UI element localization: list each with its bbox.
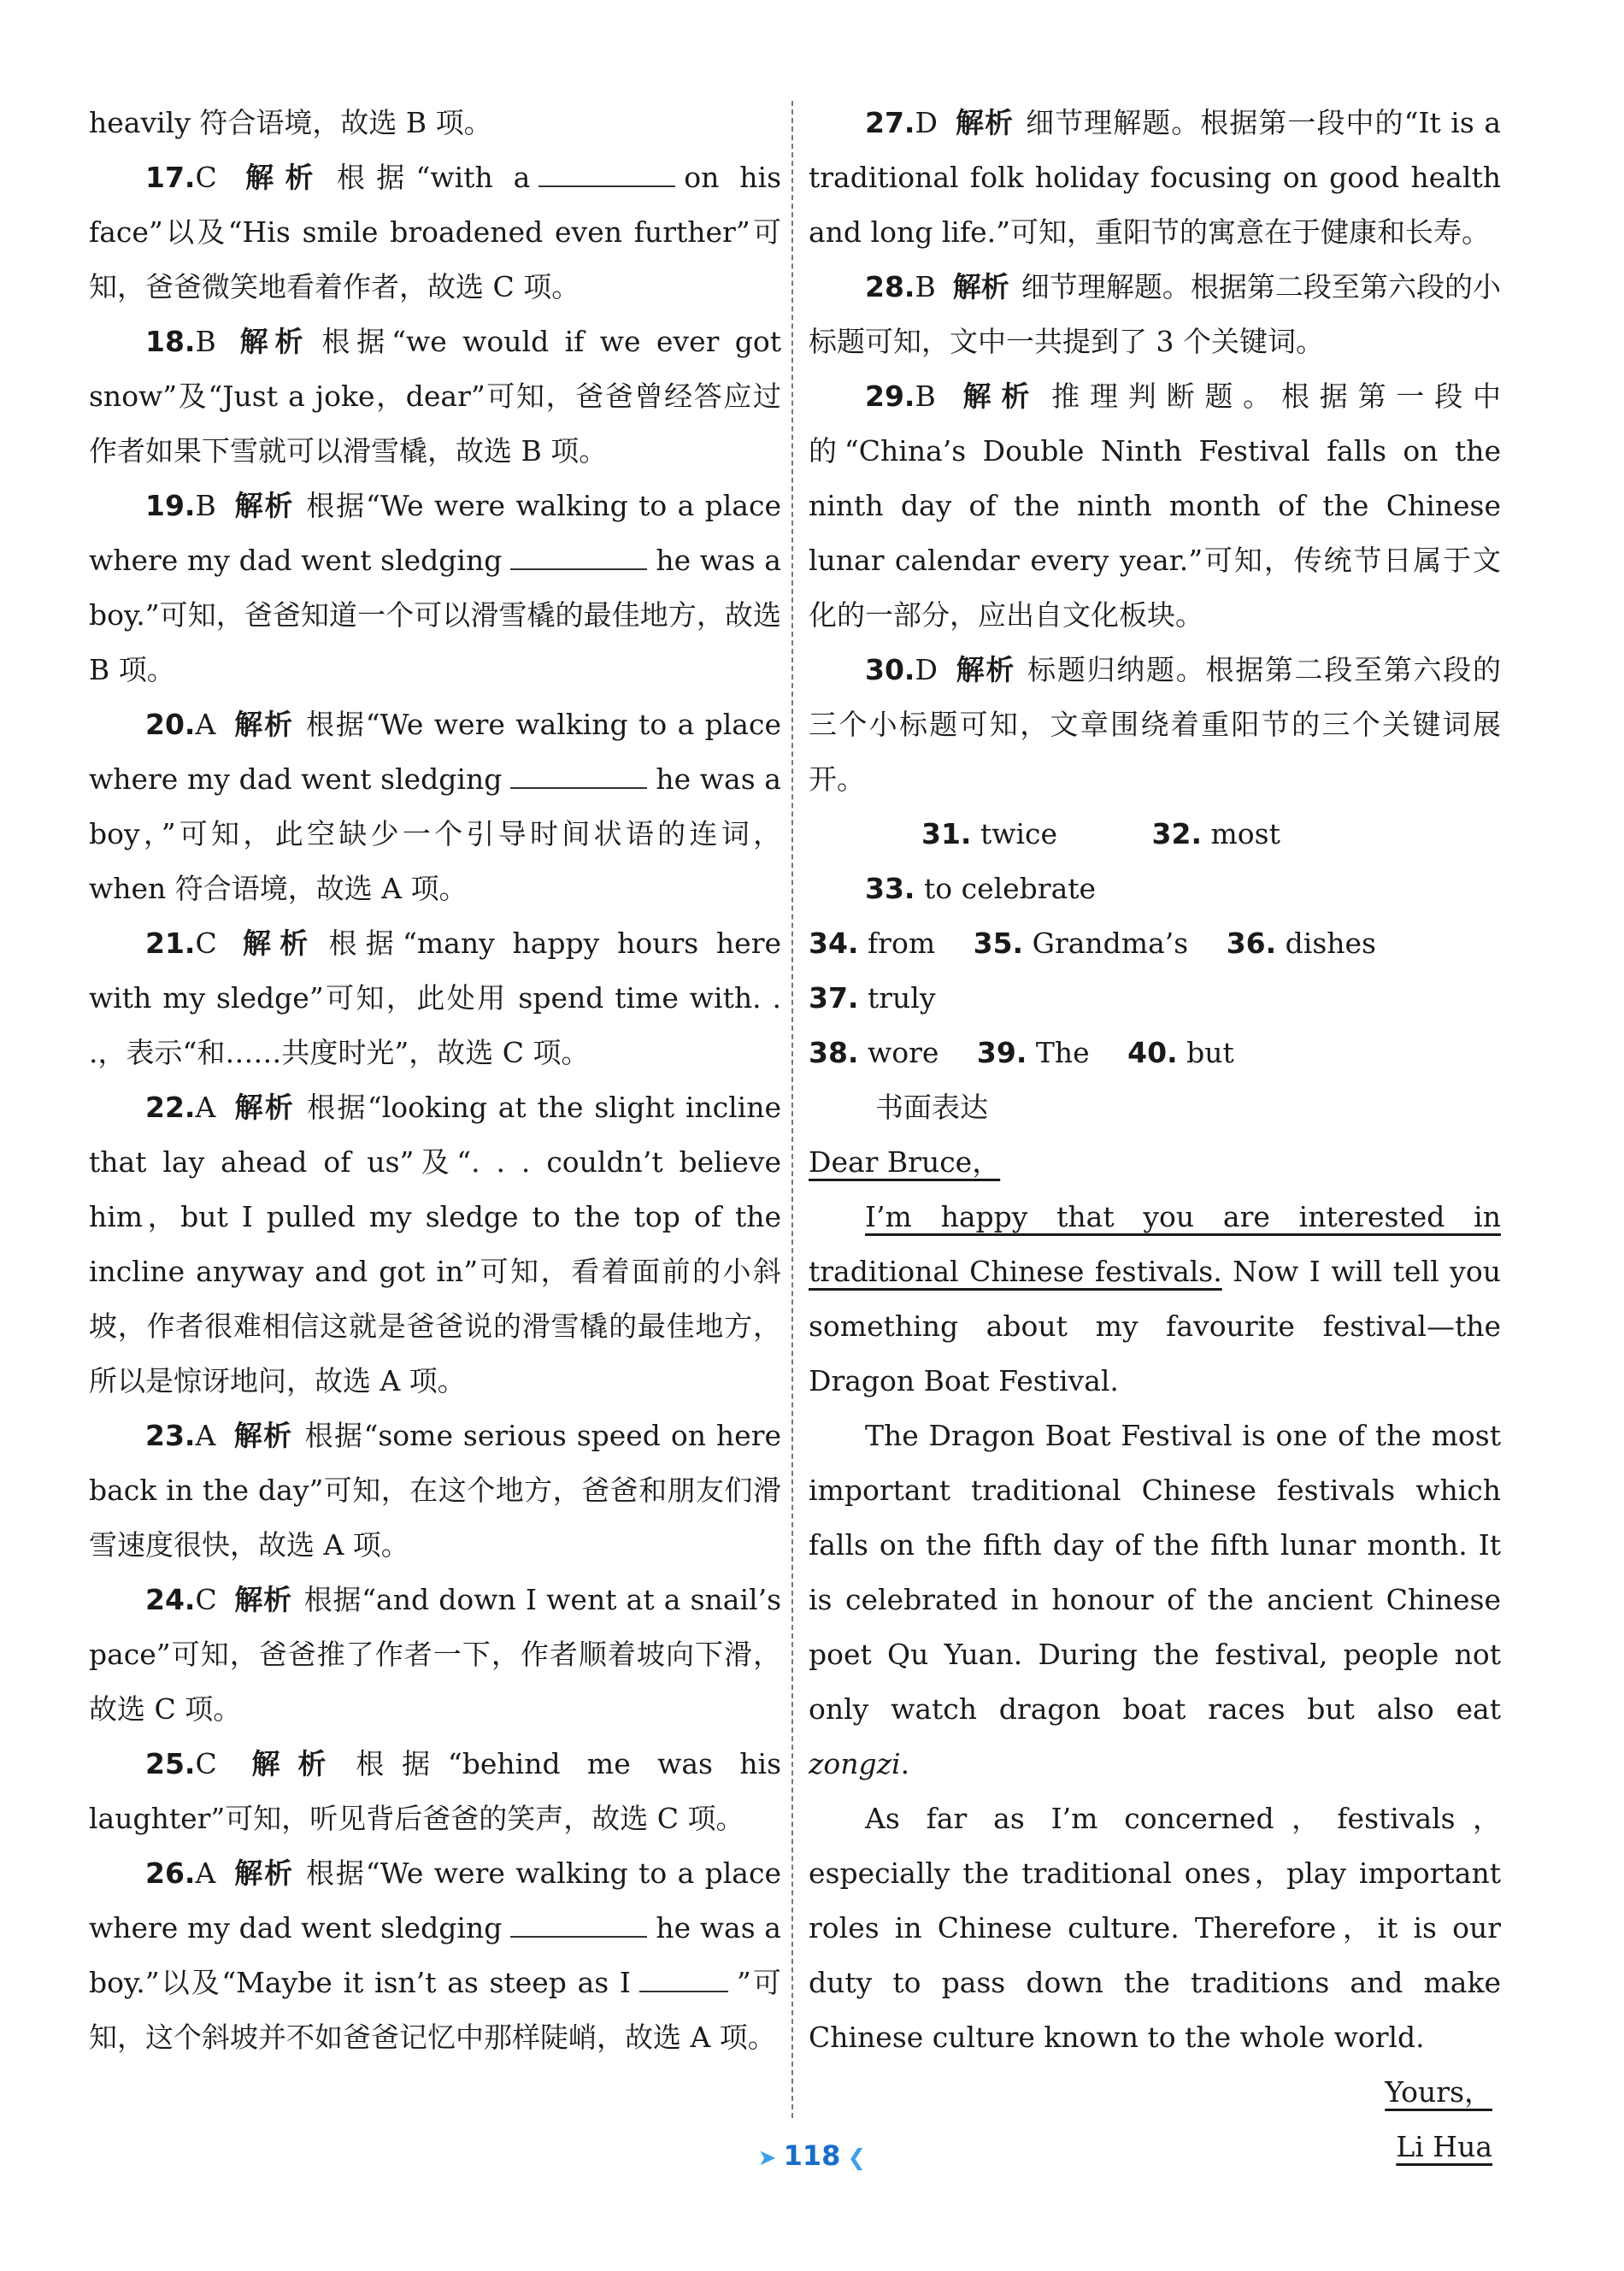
writing-section-title: 书面表达 xyxy=(875,1091,988,1124)
analysis-tag: 解析 xyxy=(954,106,1015,139)
item-text: 根据“We were walking to a place where my dad went sledging xyxy=(89,708,781,796)
answer-item-29 xyxy=(809,369,1501,643)
item-answer: B xyxy=(195,489,216,522)
item-number: 21. xyxy=(145,927,196,960)
item-text: 根据“many happy hours here with my sledge”可知，此处用 spend time with. . .，表示“和……共度时光”，故选 C 项。 xyxy=(89,927,781,1069)
blank-line xyxy=(510,543,647,570)
item-answer: C xyxy=(195,161,217,194)
blank-line xyxy=(538,160,675,187)
item-answer: A xyxy=(195,708,216,741)
item-text: 根据“looking at the slight incline that lay ahead of us”及“. . . couldn’t believe him，but I pulled my sledge to the top of the incline anyway and got in”可知，看着面前的小斜坡，作者很难相信这就是爸爸说的滑雪橇的最佳地方，所以是惊讶地问，故选 A 项。 xyxy=(89,1091,782,1397)
fill-answer: 37. truly xyxy=(809,981,936,1015)
letter-paragraph-3: As far as I’m concerned，festivals，especially the traditional ones，play important roles in Chinese culture. Therefore，it is our duty to pass down the traditions and make Chinese culture known to the whole world. xyxy=(809,1802,1501,2054)
item-answer: D xyxy=(915,653,938,686)
answer-item-20 xyxy=(89,697,781,916)
letter-salutation: Dear Bruce， xyxy=(809,1145,1001,1179)
item-number: 20. xyxy=(145,708,196,741)
analysis-tag: 解析 xyxy=(233,161,325,194)
item-answer: A xyxy=(195,1091,216,1124)
item-number: 28. xyxy=(865,270,915,303)
answer-item-28 xyxy=(809,260,1501,369)
analysis-tag: 解析 xyxy=(233,1747,344,1780)
column-divider xyxy=(791,101,793,2118)
answer-item-30 xyxy=(809,643,1501,807)
fill-answers-row xyxy=(809,807,1501,916)
item-number: 18. xyxy=(145,325,196,358)
item-number: 25. xyxy=(145,1747,196,1780)
fill-answer: 36. dishes xyxy=(1226,927,1376,960)
item-number: 29. xyxy=(865,379,915,413)
analysis-tag: 解析 xyxy=(232,1856,294,1890)
analysis-tag: 解析 xyxy=(952,379,1040,413)
answer-item-22 xyxy=(89,1080,781,1409)
item-text: on his face”以及“His smile broadened even further”可知，爸爸微笑地看着作者，故选 C 项。 xyxy=(89,161,782,303)
answer-item-23 xyxy=(89,1409,781,1573)
fill-answer: 31. twice xyxy=(921,817,1058,850)
analysis-tag: 解析 xyxy=(952,270,1009,303)
blank-line xyxy=(639,1965,728,1992)
item-text: 根据“and down I went at a snail’s pace”可知，爸爸推了作者一下，作者顺着坡向下滑，故选 C 项。 xyxy=(89,1583,782,1726)
analysis-tag: 解析 xyxy=(232,489,295,522)
answer-item-25 xyxy=(89,1737,781,1846)
fill-answer: 38. wore xyxy=(809,1036,939,1069)
answer-item-18 xyxy=(89,315,781,479)
fill-answers-row xyxy=(809,916,1501,1026)
item-answer: C xyxy=(195,1747,217,1780)
answer-item-27 xyxy=(809,96,1501,260)
item-answer: C xyxy=(195,1583,217,1616)
page-number: ➤ 118 ❮ xyxy=(757,2139,867,2172)
item-text: 根据“with a xyxy=(336,161,531,194)
item-answer: A xyxy=(195,1856,216,1890)
item-answer: D xyxy=(915,106,938,139)
right-column xyxy=(809,96,1501,2174)
analysis-tag: 解析 xyxy=(232,1419,293,1452)
item-answer: B xyxy=(915,270,936,303)
answer-item-26 xyxy=(89,1846,781,2065)
answer-item-21 xyxy=(89,916,781,1080)
blank-line xyxy=(510,762,647,789)
item-text: 根据“some serious speed on here back in the day”可知，在这个地方，爸爸和朋友们滑雪速度很快，故选 A 项。 xyxy=(89,1419,781,1562)
fill-answer: 33. to celebrate xyxy=(865,872,1097,905)
top-line: heavily 符合语境，故选 B 项。 xyxy=(89,106,492,139)
item-number: 17. xyxy=(145,161,196,194)
item-text: 细节理解题。根据第二段至第六段的小标题可知，文中一共提到了 3 个关键词。 xyxy=(809,270,1502,358)
letter-signature: Li Hua xyxy=(1396,2130,1492,2163)
chevron-right-icon: ➤ xyxy=(757,2145,777,2171)
item-number: 30. xyxy=(865,653,915,686)
item-number: 26. xyxy=(145,1856,196,1890)
analysis-tag: 解析 xyxy=(954,653,1016,686)
item-text: 根据“we would if we ever got snow”及“Just a joke，dear”可知，爸爸曾经答应过作者如果下雪就可以滑雪橇，故选 B 项。 xyxy=(89,325,781,468)
blank-line xyxy=(510,1910,647,1938)
item-text: ”可知，这个斜坡并不如爸爸记忆中那样陡峭，故选 A 项。 xyxy=(89,1966,781,2054)
letter-closing: Yours， xyxy=(1385,2075,1492,2109)
item-text: he was a boy.”可知，爸爸知道一个可以滑雪橇的最佳地方，故选 B 项。 xyxy=(89,544,781,686)
item-answer: B xyxy=(915,379,936,413)
item-text: 细节理解题。根据第一段中的“It is a traditional folk holiday focusing on good health and long life.”可知，重阳节的寓意在于健康和长寿。 xyxy=(809,106,1501,249)
underlined-sentence: I’m happy that you are interested in traditional Chinese festivals. xyxy=(809,1200,1501,1288)
item-text: he was a boy.”以及“Maybe it isn’t as steep as I xyxy=(89,1911,781,1999)
item-text: 根据“We were walking to a place where my dad went sledging xyxy=(89,489,781,577)
item-number: 24. xyxy=(145,1583,196,1616)
item-answer: A xyxy=(195,1419,216,1452)
item-number: 23. xyxy=(145,1419,196,1452)
item-number: 19. xyxy=(145,489,196,522)
analysis-tag: 解析 xyxy=(233,1583,292,1616)
item-text: 标题归纳题。根据第二段至第六段的三个小标题可知，文章围绕着重阳节的三个关键词展开。 xyxy=(809,653,1502,796)
fill-answer: 40. but xyxy=(1127,1036,1234,1069)
letter-paragraph-2: The Dragon Boat Festival is one of the most important traditional Chinese festivals which falls on the fifth day of the fifth lunar month. It is celebrated in honour of the ancient Chinese poet Qu Yuan. During the festival, people not only watch dragon boat races but also eat zongzi. xyxy=(809,1419,1501,1780)
item-number: 22. xyxy=(145,1091,196,1124)
fill-answer: 35. Grandma’s xyxy=(973,927,1189,960)
fill-answer: 39. The xyxy=(976,1036,1090,1069)
chevron-left-icon: ❮ xyxy=(847,2145,867,2171)
fill-answers-row xyxy=(809,1026,1501,1080)
item-text: 根据“behind me was his laughter”可知，听见背后爸爸的笑声，故选 C 项。 xyxy=(89,1747,782,1835)
analysis-tag: 解析 xyxy=(233,927,317,960)
letter-paragraph-1: I’m happy that you are interested in traditional Chinese festivals. Now I will tell you something about my favourite festival—the Dragon Boat Festival. xyxy=(809,1200,1501,1397)
answer-item-24 xyxy=(89,1573,781,1737)
left-column xyxy=(89,96,781,2065)
analysis-tag: 解析 xyxy=(232,708,294,741)
answer-item-17 xyxy=(89,150,781,315)
fill-answer: 32. most xyxy=(1151,817,1280,850)
analysis-tag: 解析 xyxy=(232,325,310,358)
analysis-tag: 解析 xyxy=(232,1091,296,1124)
item-text: 推理判断题。根据第一段中的“China’s Double Ninth Festival falls on the ninth day of the ninth month of the Chinese lunar calendar every year.”可知，传统节日属于文化的一部分，应出自文化板块。 xyxy=(809,379,1502,632)
fill-answer: 34. from xyxy=(809,927,936,960)
item-number: 27. xyxy=(865,106,915,139)
answer-item-19 xyxy=(89,479,781,697)
item-answer: C xyxy=(195,927,217,960)
item-answer: B xyxy=(195,325,216,358)
item-text: 根据“We were walking to a place where my dad went sledging xyxy=(89,1856,781,1944)
item-text: he was a boy，”可知，此空缺少一个引导时间状语的连词，when 符合语境，故选 A 项。 xyxy=(89,762,781,905)
